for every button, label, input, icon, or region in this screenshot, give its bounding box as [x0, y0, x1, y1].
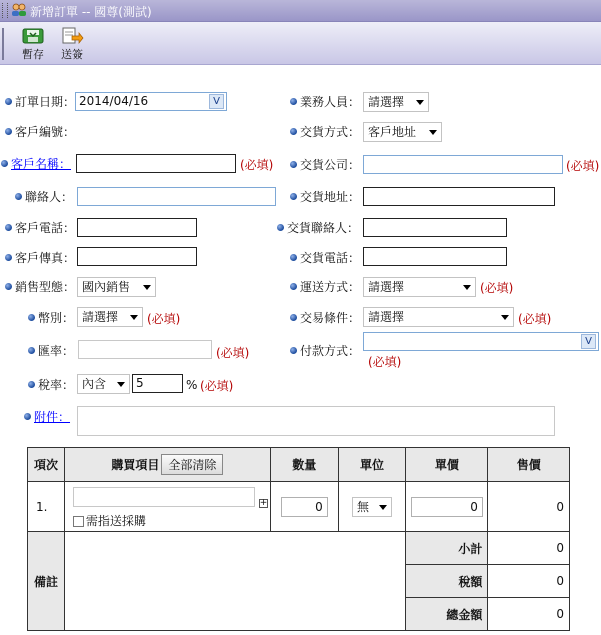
submit-label: 送簽 — [61, 48, 83, 61]
contact-input[interactable] — [77, 187, 276, 206]
salesperson-select[interactable] — [363, 92, 429, 112]
chevron-down-icon — [429, 130, 437, 135]
bullet-icon — [24, 413, 31, 420]
currency-required: (必填) — [147, 312, 181, 326]
attachment-label — [24, 409, 70, 425]
trade-terms-required: (必填) — [518, 312, 552, 326]
plus-icon[interactable]: + — [259, 497, 268, 508]
bullet-icon — [277, 224, 284, 231]
unit-value: 無 — [357, 499, 370, 514]
delivery-address-input[interactable] — [363, 187, 555, 206]
trade-terms-label: 交易條件： — [290, 310, 360, 326]
bullet-icon — [290, 193, 297, 200]
customer-fax-label: 客戶傳真： — [5, 250, 75, 266]
unit-select[interactable] — [352, 497, 392, 517]
bullet-icon — [5, 224, 12, 231]
table-row — [28, 482, 570, 532]
bullet-icon — [5, 98, 12, 105]
exchange-rate-required: (必填) — [216, 346, 250, 360]
payment-method-required: (必填) — [368, 355, 402, 369]
tax-label: 稅額 — [406, 565, 488, 598]
chevron-down-icon — [130, 315, 138, 320]
delivery-phone-input[interactable] — [363, 247, 507, 266]
bullet-icon — [290, 347, 297, 354]
tax-rate-input[interactable] — [132, 374, 183, 393]
bullet-icon — [15, 193, 22, 200]
shipping-method-required: (必填) — [480, 281, 514, 295]
attachment-link[interactable]: 附件： — [34, 410, 71, 424]
order-items-table — [27, 447, 570, 631]
chevron-down-icon — [416, 100, 424, 105]
send-document-icon — [60, 27, 84, 45]
bullet-icon — [290, 314, 297, 321]
bullet-icon — [290, 128, 297, 135]
total-label: 總金額 — [406, 598, 488, 631]
need-purchase-checkbox[interactable] — [73, 516, 84, 527]
chevron-down-icon — [501, 315, 509, 320]
shipping-method-label: 運送方式： — [290, 279, 360, 295]
bullet-icon — [28, 314, 35, 321]
title-bar — [0, 0, 601, 22]
header-unit: 單位 — [338, 448, 406, 482]
chevron-down-icon — [117, 382, 125, 387]
save-draft-icon — [21, 27, 45, 45]
save-draft-button[interactable] — [16, 27, 50, 63]
save-draft-label: 暫存 — [22, 48, 44, 61]
trade-terms-select[interactable] — [363, 307, 514, 327]
trade-terms-value: 請選擇 — [368, 310, 405, 324]
header-qty: 數量 — [270, 448, 338, 482]
payment-dropdown-button[interactable]: V — [581, 334, 596, 349]
delivery-company-input[interactable] — [363, 155, 563, 174]
delivery-contact-label: 交貨聯絡人： — [277, 220, 359, 236]
sales-type-value: 國內銷售 — [82, 280, 131, 294]
delivery-company-label: 交貨公司： — [290, 157, 360, 173]
shipping-method-select[interactable] — [363, 277, 476, 297]
window-title: 新增訂單 -- 國尊(測試) — [30, 5, 152, 19]
attachment-field[interactable] — [77, 406, 555, 436]
subtotal-label: 小計 — [406, 532, 488, 565]
bullet-icon — [5, 283, 12, 290]
clear-all-button[interactable]: 全部清除 — [161, 454, 223, 475]
tax-rate-value: 5 — [136, 376, 144, 390]
bullet-icon — [290, 283, 297, 290]
toolbar — [0, 22, 601, 65]
customer-name-required: (必填) — [240, 158, 274, 172]
bullet-icon — [290, 254, 297, 261]
bullet-icon — [28, 347, 35, 354]
price-input[interactable]: 0 — [411, 497, 483, 517]
row-price-cell — [406, 482, 488, 532]
header-amount: 售價 — [488, 448, 570, 482]
salesperson-value: 請選擇 — [368, 95, 405, 109]
chevron-down-icon — [143, 285, 151, 290]
currency-label: 幣別： — [28, 310, 74, 326]
bullet-icon — [290, 98, 297, 105]
header-price: 單價 — [406, 448, 488, 482]
tax-value: 0 — [488, 565, 570, 598]
customer-phone-label: 客戶電話： — [5, 220, 75, 236]
delivery-company-required: (必填) — [566, 159, 600, 173]
delivery-address-label: 交貨地址： — [290, 189, 360, 205]
total-value: 0 — [488, 598, 570, 631]
need-purchase-label: 需指送採購 — [85, 513, 146, 528]
chevron-down-icon — [463, 285, 471, 290]
remarks-label: 備註 — [28, 532, 65, 631]
tax-type-select[interactable] — [77, 374, 130, 394]
delivery-method-select[interactable] — [363, 122, 442, 142]
sales-type-label: 銷售型態： — [5, 279, 75, 295]
exchange-rate-input[interactable] — [78, 340, 212, 359]
grip-handle[interactable] — [2, 3, 8, 18]
bullet-icon — [5, 254, 12, 261]
bullet-icon — [28, 381, 35, 388]
salesperson-label: 業務人員： — [290, 94, 360, 110]
chevron-down-icon — [379, 505, 387, 510]
customer-fax-input[interactable] — [77, 247, 197, 266]
header-item — [64, 448, 270, 482]
customer-phone-input[interactable] — [77, 218, 197, 237]
payment-method-select[interactable] — [363, 332, 599, 351]
contact-label: 聯絡人： — [15, 189, 73, 205]
users-icon — [11, 3, 27, 17]
exchange-rate-label: 匯率： — [28, 343, 74, 359]
order-date-field[interactable] — [75, 92, 227, 111]
tax-rate-label: 稅率： — [28, 377, 74, 393]
customer-no-label: 客戶編號： — [5, 124, 75, 140]
delivery-phone-label: 交貨電話： — [290, 250, 360, 266]
item-input[interactable] — [73, 487, 255, 507]
row-amount: 0 — [488, 482, 570, 532]
toolbar-separator — [2, 28, 4, 60]
order-date-label: 訂單日期： — [5, 94, 75, 110]
payment-method-label: 付款方式： — [290, 343, 360, 359]
remarks-textarea[interactable] — [64, 532, 406, 631]
tax-type-value: 內含 — [82, 377, 107, 391]
row-unit-cell — [338, 482, 406, 532]
order-date-value: 2014/04/16 — [79, 94, 149, 108]
row-item-cell — [64, 482, 270, 532]
currency-select[interactable] — [77, 307, 143, 327]
qty-input[interactable]: 0 — [281, 497, 328, 517]
date-picker-button[interactable]: V — [209, 94, 224, 109]
bullet-icon — [1, 160, 8, 167]
delivery-method-value: 客戶地址 — [368, 125, 417, 139]
tax-rate-required: (必填) — [200, 379, 234, 393]
subtotal-value: 0 — [488, 532, 570, 565]
delivery-contact-input[interactable] — [363, 218, 507, 237]
delivery-method-label: 交貨方式： — [290, 124, 360, 140]
row-qty-cell — [270, 482, 338, 532]
submit-for-signoff-button[interactable] — [55, 27, 89, 63]
percent-sign: % — [186, 378, 198, 392]
customer-name-input[interactable] — [76, 154, 236, 173]
shipping-method-value: 請選擇 — [368, 280, 405, 294]
header-index: 項次 — [28, 448, 65, 482]
currency-value: 請選擇 — [82, 310, 119, 324]
sales-type-select[interactable] — [77, 277, 156, 297]
customer-name-link[interactable]: 客戶名稱： — [11, 157, 72, 171]
row-index: 1. — [28, 482, 65, 532]
bullet-icon — [5, 128, 12, 135]
customer-name-label — [1, 156, 71, 172]
header-item-label: 購買項目 — [111, 458, 160, 472]
bullet-icon — [290, 161, 297, 168]
